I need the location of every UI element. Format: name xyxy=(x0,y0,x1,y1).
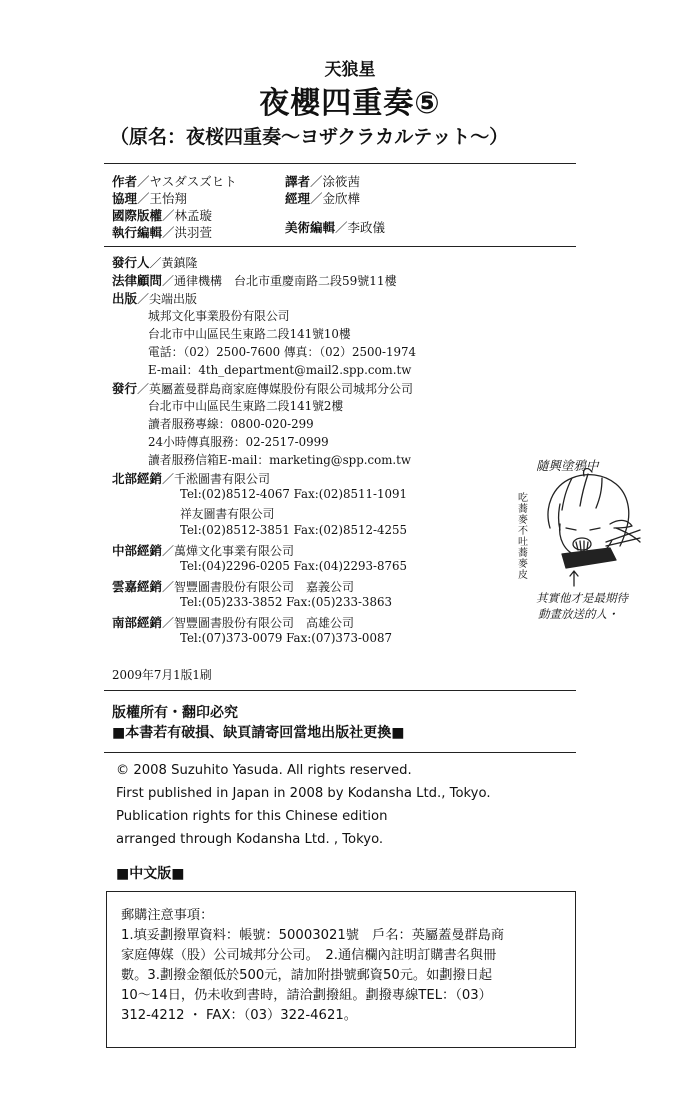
north-1: 千淞圖書有限公司 xyxy=(174,472,271,486)
south-row: 南部經銷／智豐圖書股份有限公司 高雄公司 xyxy=(112,615,355,630)
south-name: 智豐圖書股份有限公司 高雄公司 xyxy=(174,616,355,630)
author-name: ヤスダスズヒト xyxy=(149,174,237,189)
issuer-row: 發行人／黃鎮隆 xyxy=(112,255,198,270)
doodle-caption-top: 隨興塗鴉中 xyxy=(536,458,599,473)
art-editor-label: 美術編輯 xyxy=(285,220,336,235)
yunjia-label: 雲嘉經銷 xyxy=(112,579,163,594)
issuer-name: 黃鎮隆 xyxy=(161,256,198,270)
doodle-side-note-text: 吃蕎麥不吐蕎麥皮 xyxy=(518,493,528,581)
chinese-edition-label: ■中文版■ xyxy=(116,866,185,882)
legal-value: 通律機構 台北市重慶南路二段59號11樓 xyxy=(174,274,397,288)
doodle-character xyxy=(536,468,644,588)
yunjia-name: 智豐圖書股份有限公司 嘉義公司 xyxy=(174,580,355,594)
doodle-arrow xyxy=(570,571,578,586)
issuer-label: 發行人 xyxy=(112,255,150,270)
mail-order-line-4: 10～14日，仍未收到書時，請洽劃撥組。劃撥專線TEL：（03） xyxy=(121,988,492,1003)
rights-reserved: 版權所有・翻印必究 xyxy=(112,705,238,721)
doodle-hair-strands xyxy=(559,474,603,530)
credit-art-editor: 美術編輯／李政儀 xyxy=(285,220,386,235)
divider-copyright xyxy=(104,752,576,753)
publisher-brand: 天狼星 xyxy=(324,60,376,80)
doodle-bowl xyxy=(562,548,616,568)
doodle-side-note xyxy=(518,493,532,581)
copyright-line-2: First published in Japan in 2008 by Kodansha Ltd., Tokyo. xyxy=(116,786,491,801)
north-2: 祥友圖書有限公司 xyxy=(180,507,275,521)
south-tel: Tel:(07)373-0079 Fax:(07)373-0087 xyxy=(180,631,392,645)
assist-name: 王怡翔 xyxy=(149,191,188,206)
translator-label: 譯者 xyxy=(285,174,311,189)
publisher-address: 台北市中山區民生東路二段141號10樓 xyxy=(148,327,351,341)
mail-order-line-5: 312-4212 ・ FAX：（03）322-4621。 xyxy=(121,1008,357,1023)
north-1-tel: Tel:(02)8512-4067 Fax:(02)8511-1091 xyxy=(180,487,407,501)
publisher-name: 尖端出版 xyxy=(149,292,198,306)
credit-manager: 經理／金欣樺 xyxy=(285,191,361,206)
north-row: 北部經銷／千淞圖書有限公司 xyxy=(112,471,271,486)
doodle-caption-bottom-1: 其實他才是最期待 xyxy=(536,591,628,605)
central-tel: Tel:(04)2296-0205 Fax:(04)2293-8765 xyxy=(180,559,407,573)
doodle-eye-left xyxy=(566,528,576,530)
publisher-label: 出版 xyxy=(112,291,138,306)
credit-editor: 執行編輯／洪羽萱 xyxy=(112,225,213,240)
credit-author: 作者／ヤスダスズヒト xyxy=(112,174,237,189)
distributor-name: 英屬蓋曼群島商家庭傳媒股份有限公司城邦分公司 xyxy=(149,382,414,396)
original-title: （原名：夜桜四重奏～ヨザクラカルテット～） xyxy=(110,126,509,148)
mail-order-line-2: 家庭傳媒（股）公司城邦分公司。 2.通信欄內註明訂購書名與冊 xyxy=(121,948,497,963)
mail-order-line-1: 1.填妥劃撥單資料：帳號：50003021號 戶名：英屬蓋曼群島商 xyxy=(121,928,505,943)
distributor-label: 發行 xyxy=(112,381,138,396)
damage-notice: ■本書若有破損、缺頁請寄回當地出版社更換■ xyxy=(112,725,405,741)
distributor-address: 台北市中山區民生東路二段141號2樓 xyxy=(148,399,344,413)
central-label: 中部經銷 xyxy=(112,543,163,558)
south-label: 南部經銷 xyxy=(112,615,163,630)
manager-name: 金欣樺 xyxy=(322,191,361,206)
service-line: 讀者服務專線：0800-020-299 xyxy=(148,417,314,431)
publisher-email: E-mail：4th_department@mail2.spp.com.tw xyxy=(148,363,412,377)
central-row: 中部經銷／萬燁文化事業有限公司 xyxy=(112,543,295,558)
rights-name: 林孟璇 xyxy=(174,208,213,223)
credit-rights: 國際版權／林孟璇 xyxy=(112,208,213,223)
divider-top xyxy=(104,163,576,164)
mail-order-heading: 郵購注意事項： xyxy=(121,908,214,923)
doodle-eye-right xyxy=(590,528,600,530)
assist-label: 協理 xyxy=(112,191,138,206)
copyright-line-1: © 2008 Suzuhito Yasuda. All rights reserved. xyxy=(116,763,412,778)
copyright-line-4: arranged through Kodansha Ltd. , Tokyo. xyxy=(116,832,384,847)
editor-label: 執行編輯 xyxy=(112,225,163,240)
fax-service: 24小時傳真服務：02-2517-0999 xyxy=(148,435,329,449)
rights-label: 國際版權 xyxy=(112,208,163,223)
art-editor-name: 李政儀 xyxy=(347,220,386,235)
author-label: 作者 xyxy=(112,174,138,189)
mail-order-box xyxy=(106,891,576,1048)
legal-label: 法律顧問 xyxy=(112,273,163,288)
edition-date: 2009年7月1版1刷 xyxy=(112,668,212,682)
manager-label: 經理 xyxy=(285,191,311,206)
publisher-company: 城邦文化事業股份有限公司 xyxy=(148,309,290,323)
north-label: 北部經銷 xyxy=(112,471,163,486)
translator-name: 涂筱茜 xyxy=(322,174,361,189)
credit-translator: 譯者／涂筱茜 xyxy=(285,174,361,189)
doodle-caption-bottom-2: 動畫放送的人・ xyxy=(538,607,619,621)
yunjia-tel: Tel:(05)233-3852 Fax:(05)233-3863 xyxy=(180,595,392,609)
copyright-line-3: Publication rights for this Chinese edition xyxy=(116,809,388,824)
publisher-row: 出版／尖端出版 xyxy=(112,291,198,306)
book-title: 夜櫻四重奏⑤ xyxy=(259,86,441,121)
doodle-shoulder xyxy=(616,528,640,542)
central-name: 萬燁文化事業有限公司 xyxy=(174,544,295,558)
editor-name: 洪羽萱 xyxy=(174,225,213,240)
publisher-phone: 電話：（02）2500-7600 傳真：（02）2500-1974 xyxy=(148,345,417,359)
yunjia-row: 雲嘉經銷／智豐圖書股份有限公司 嘉義公司 xyxy=(112,579,355,594)
mail-order-line-3: 數。3.劃撥金額低於500元，請加附掛號郵資50元。如劃撥日起 xyxy=(121,968,493,983)
credit-assist: 協理／王怡翔 xyxy=(112,191,188,206)
north-2-tel: Tel:(02)8512-3851 Fax:(02)8512-4255 xyxy=(180,523,407,537)
divider-credits xyxy=(104,246,576,247)
divider-edition xyxy=(104,690,576,691)
legal-row: 法律顧問／通律機構 台北市重慶南路二段59號11樓 xyxy=(112,273,397,288)
distributor-row: 發行／英屬蓋曼群島商家庭傳媒股份有限公司城邦分公司 xyxy=(112,381,414,396)
service-email: 讀者服務信箱E-mail：marketing@spp.com.tw xyxy=(148,453,411,467)
